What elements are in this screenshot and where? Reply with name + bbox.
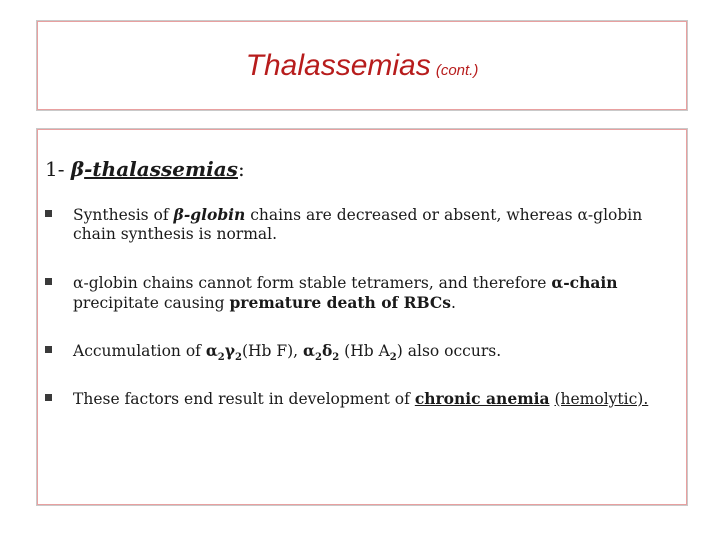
bullet-text-part: 2 [314, 352, 322, 364]
bullet-text-part: γ [224, 341, 235, 360]
bullet-mark [45, 394, 52, 401]
slide-title [37, 49, 687, 83]
title-frame [36, 20, 688, 111]
heading-number: 1- [45, 157, 71, 181]
bullet-text-part: chronic anemia [414, 389, 550, 408]
bullet-text [73, 205, 665, 244]
bullet-text-part: Synthesis of [73, 206, 174, 224]
bullet-text-part: α-chain [551, 273, 618, 292]
bullet-text-part: 2 [217, 352, 225, 364]
bullet-text-part: 2 [389, 352, 397, 364]
bullet-text [73, 341, 665, 367]
bullet-text-part: These factors end result in development of [73, 390, 415, 408]
bullet-text-part: Accumulation of [73, 342, 206, 360]
bullet-mark [45, 210, 52, 217]
content-frame [36, 128, 688, 506]
bullet-text [73, 389, 665, 409]
bullet-text-part: . [450, 294, 456, 312]
section-heading [45, 157, 245, 181]
bullet-item-3 [45, 341, 665, 367]
bullet-text-part: 2 [332, 352, 340, 364]
bullet-text-part: β-globin [173, 205, 246, 224]
bullet-text-part: α [205, 341, 218, 360]
heading-colon: : [237, 157, 245, 181]
bullet-item-4 [45, 389, 665, 409]
bullet-text [73, 273, 665, 313]
bullet-text-part: chains are decreased or absent, whereas α-globin chain synthesis is normal. [73, 206, 643, 243]
title-sub: (cont.) [435, 62, 479, 79]
bullet-item-1 [45, 205, 665, 244]
bullet-text-part: δ [321, 341, 333, 360]
title-main: Thalassemias [245, 49, 431, 82]
bullet-mark [45, 278, 52, 285]
bullet-text-part: (Hb F), [241, 342, 304, 360]
bullet-text-part: premature death of RBCs [229, 293, 451, 312]
bullet-text-part: precipitate causing [73, 294, 230, 312]
bullet-text-part: (hemolytic). [554, 390, 649, 408]
bullet-text-part: α-globin chains cannot form stable tetramers, and therefore [73, 274, 552, 292]
bullet-item-2 [45, 273, 665, 313]
heading-greek: β [70, 157, 85, 181]
heading-term: -thalassemias [84, 157, 238, 181]
bullet-text-part: ) also occurs. [396, 342, 502, 360]
bullet-text-part: 2 [234, 352, 242, 364]
bullet-text-part: α [303, 341, 315, 360]
bullet-text-part: (Hb A [339, 342, 390, 360]
bullet-mark [45, 346, 52, 353]
